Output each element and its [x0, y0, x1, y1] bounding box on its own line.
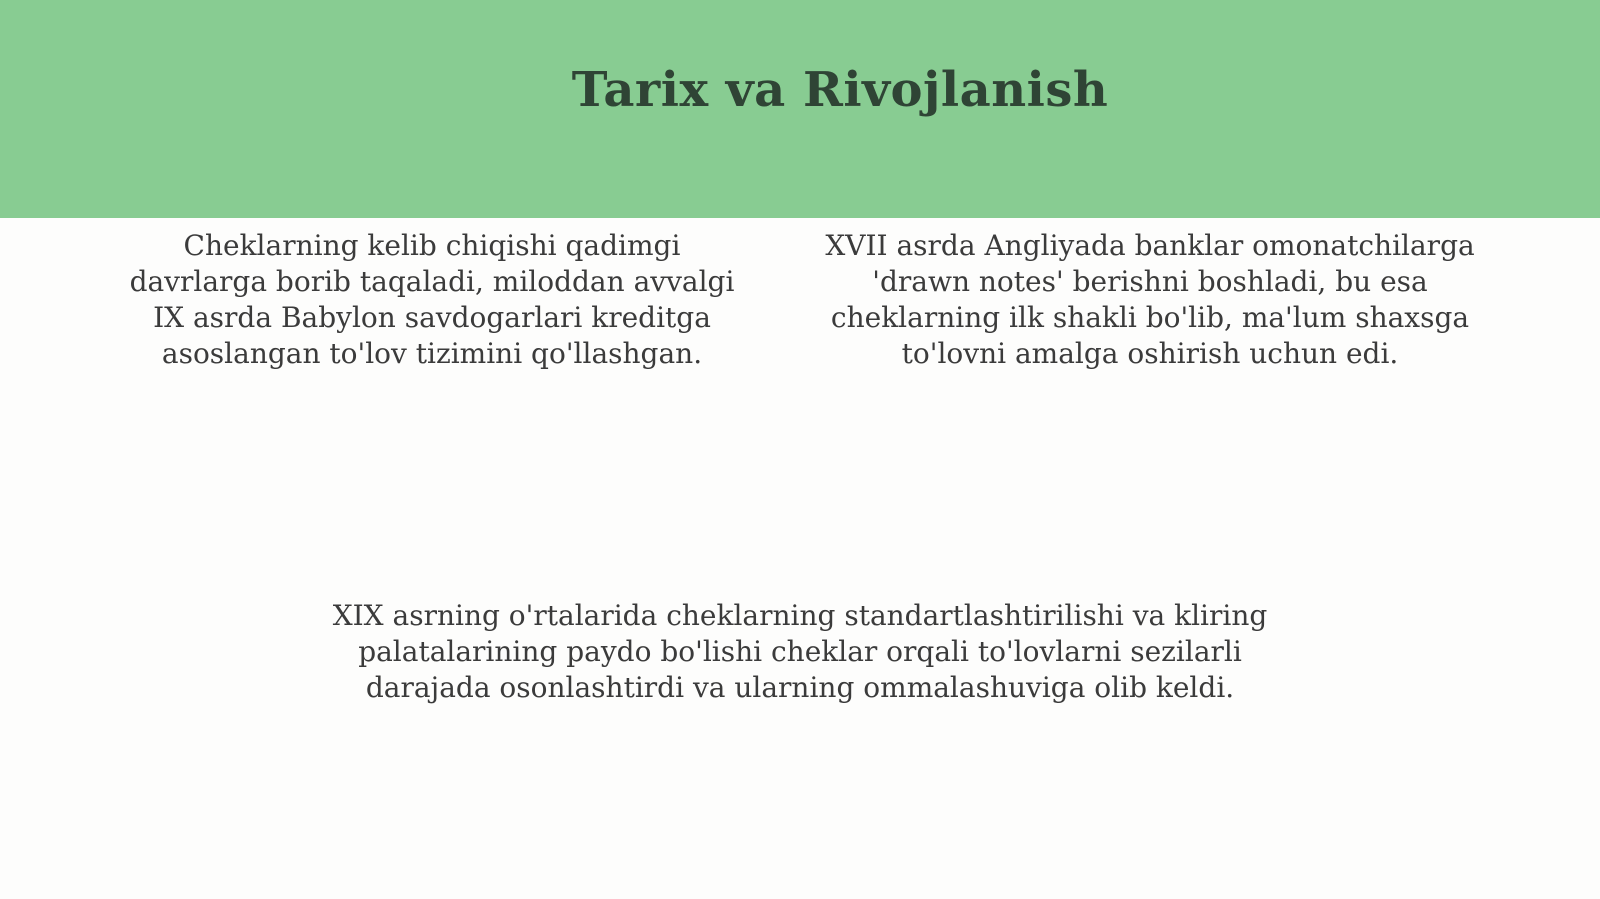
slide-title: Tarix va Rivojlanish — [571, 62, 1109, 118]
header-band — [0, 0, 1600, 218]
paragraph-ancient-origins: Cheklarning kelib chiqishi qadimgi davrlarga borib taqaladi, miloddan avvalgi IX asrda Babylon savdogarlari kreditga asoslangan to'lov tizimini qo'llashgan. — [129, 229, 735, 370]
paragraph-17th-century-england: XVII asrda Angliyada banklar omonatchilarga 'drawn notes' berishni boshladi, bu esa cheklarning ilk shakli bo'lib, ma'lum shaxsga to'lovni amalga oshirish uchun edi. — [825, 229, 1475, 370]
paragraph-19th-century-standardization: XIX asrning o'rtalarida cheklarning standartlashtirilishi va kliring palatalarining paydo bo'lishi cheklar orqali to'lovlarni sezilarli darajada osonlashtirdi va ularning ommalashuviga olib keldi. — [332, 599, 1268, 704]
